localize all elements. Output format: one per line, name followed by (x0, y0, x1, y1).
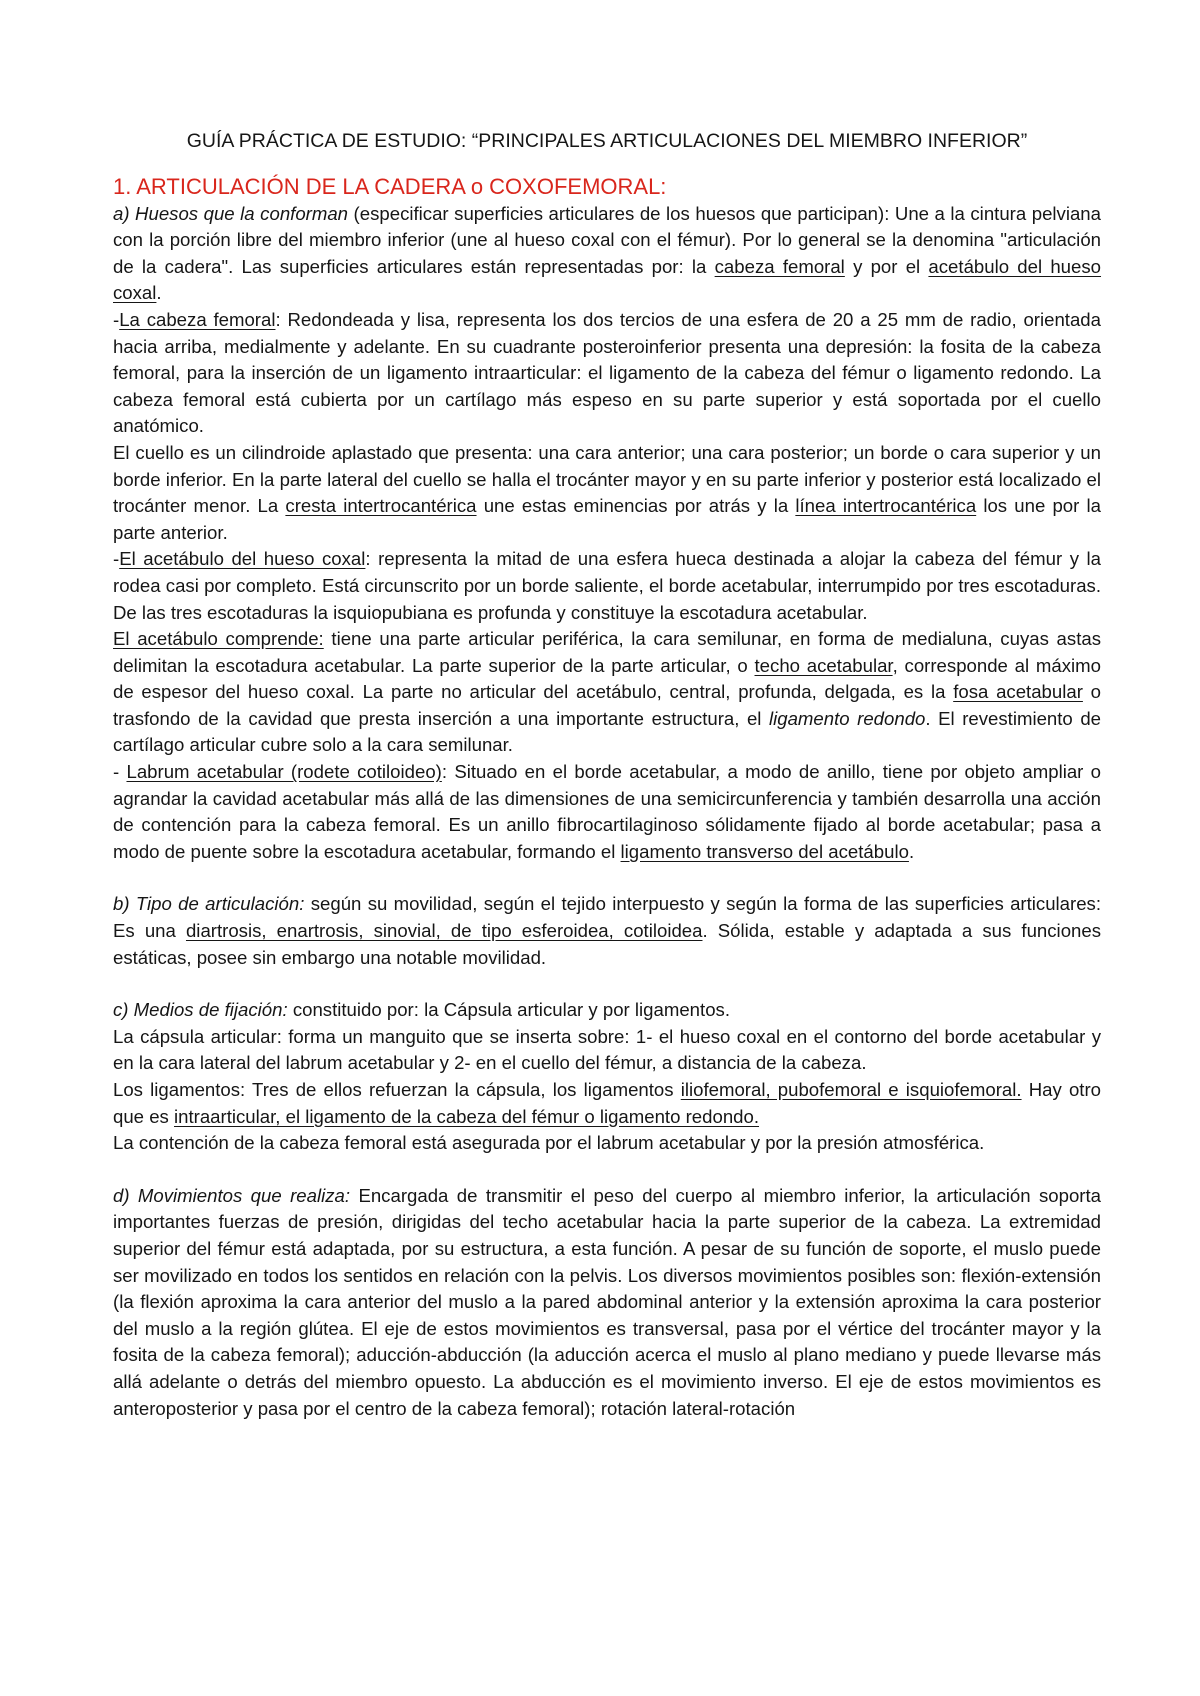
term-techo-acetabular: techo acetabular (754, 654, 893, 676)
term-acetabulo: acetábulo del hueso coxal (113, 255, 1102, 304)
document-title: GUÍA PRÁCTICA DE ESTUDIO: “PRINCIPALES ARTICULACIONES DEL MIEMBRO INFERIOR” (186, 130, 1028, 152)
spacer (113, 1157, 1101, 1183)
term-cresta-intertrocanterica: cresta intertrocantérica (285, 495, 477, 517)
paragraph-tipo-articulacion: b) Tipo de articulación: según su movilidad, según el tejido interpuesto y según la forma de las superficies articulares: Es una diartrosis, enartrosis, sinovial, de tipo esferoidea, cotiloidea. Sólida, estable y adaptada a sus funciones estáticas, posee sin embargo una notable movilidad. (113, 893, 1102, 968)
term-labrum-acetabular: Labrum acetabular (rodete cotiloideo) (126, 761, 442, 783)
paragraph-labrum: - Labrum acetabular (rodete cotiloideo): Situado en el borde acetabular, a modo de anillo, tiene por objeto ampliar o agrandar la cavidad acetabular más allá de las dimensiones de una semicircunferencia y también desarrolla una acción de contención para la cabeza femoral. Es un anillo fibrocartilaginoso sólidamente fijado al borde acetabular; pasa a modo de puente sobre la escotadura acetabular, formando el ligamento transverso del acetábulo. (113, 761, 1102, 862)
paragraph-huesos: a) Huesos que la conforman (especificar superficies articulares de los huesos que participan): Une a la cintura pelviana con la porción libre del miembro inferior (une al hueso coxal con el fémur). Por lo general se la denomina "articulación de la cadera". Las superficies articulares están representadas por: la cabeza femoral y por el acetábulo del hueso coxal. (113, 202, 1102, 304)
paragraph-ligamentos: Los ligamentos: Tres de ellos refuerzan la cápsula, los ligamentos iliofemoral, pubofemoral e isquiofemoral. Hay otro que es intraarticular, el ligamento de la cabeza del fémur o ligamento redondo. (113, 1079, 1101, 1127)
section-heading-cadera: 1. ARTICULACIÓN DE LA CADERA o COXOFEMORAL: (113, 173, 667, 199)
term-linea-intertrocanterica: línea intertrocantérica (795, 495, 977, 517)
subheading-d: d) Movimientos que realiza: (113, 1184, 351, 1206)
term-ligamentos-capsulares: iliofemoral, pubofemoral e isquiofemoral. (680, 1079, 1022, 1100)
term-acetabulo-comprende: El acetábulo comprende: (113, 628, 324, 650)
spacer (113, 971, 1101, 997)
paragraph-acetabulo: -El acetábulo del hueso coxal: representa la mitad de una esfera hueca destinada a alojar la cabeza del fémur y la rodea casi por completo. Está circunscrito por un borde saliente, el borde acetabular, interrumpido por tres escotaduras. De las tres escotaduras la isquiopubiana es profunda y constituye la escotadura acetabular. (113, 548, 1101, 623)
spacer (113, 865, 1101, 891)
subheading-a: a) Huesos que la conforman (113, 202, 349, 224)
term-el-acetabulo: El acetábulo del hueso coxal (119, 548, 366, 570)
subheading-b: b) Tipo de articulación: (113, 893, 305, 915)
subheading-c: c) Medios de fijación: (113, 999, 288, 1021)
term-ligamento-intraarticular: intraarticular, el ligamento de la cabeza del fémur o ligamento redondo. (174, 1105, 760, 1127)
paragraph-contencion: La contención de la cabeza femoral está asegurada por el labrum acetabular y por la presión atmosférica. (113, 1132, 985, 1154)
paragraph-acetabulo-comprende: El acetábulo comprende: tiene una parte articular periférica, la cara semilunar, en forma de medialuna, cuyas astas delimitan la escotadura acetabular. La parte superior de la parte articular, o techo acetabular, corresponde al máximo de espesor del hueso coxal. La parte no articular del acetábulo, central, profunda, delgada, es la fosa acetabular o trasfondo de la cavidad que presta inserción a una importante estructura, el ligamento redondo. El revestimiento de cartílago articular cubre solo a la cara semilunar. (113, 628, 1102, 756)
document-page (113, 128, 1101, 1422)
paragraph-capsula: La cápsula articular: forma un manguito que se inserta sobre: 1- el hueso coxal en el contorno del borde acetabular y en la cara lateral del labrum acetabular y 2- en el cuello del fémur, a distancia de la cabeza. (113, 1025, 1101, 1074)
term-cabeza-femoral: cabeza femoral (714, 255, 845, 277)
paragraph-movimientos: d) Movimientos que realiza: Encargada de transmitir el peso del cuerpo al miembro inferior, la articulación soporta importantes fuerzas de presión, dirigidas del techo acetabular hacia la parte superior de la cabeza. La extremidad superior del fémur está adaptada, por su estructura, a esta función. A pesar de su función de soporte, el muslo puede ser movilizado en todos los sentidos en relación con la pelvis. Los diversos movimientos posibles son: flexión-extensión (la flexión aproxima la cara anterior del muslo a la pared abdominal anterior y la extensión aproxima la cara posterior del muslo a la región glútea. El eje de estos movimientos es transversal, pasa por el vértice del trocánter mayor y la fosita de la cabeza femoral); aducción-abducción (la aducción acerca el muslo al plano mediano y puede llevarse más allá adelante o detrás del miembro opuesto. La abducción es el movimiento inverso. El eje de estos movimientos es anteroposterior y pasa por el centro de la cabeza femoral); rotación lateral-rotación (113, 1184, 1101, 1419)
term-diartrosis: diartrosis, enartrosis, sinovial, de tipo esferoidea, cotiloidea (185, 920, 703, 942)
paragraph-medios-fijacion: c) Medios de fijación: constituido por: la Cápsula articular y por ligamentos. (113, 999, 730, 1021)
term-ligamento-transverso: ligamento transverso del acetábulo (620, 840, 909, 862)
term-ligamento-redondo: ligamento redondo (768, 707, 926, 729)
paragraph-cuello: El cuello es un cilindroide aplastado que presenta: una cara anterior; una cara posterior; un borde o cara superior y un borde inferior. En la parte lateral del cuello se halla el trocánter mayor y en su parte inferior y posterior está localizado el trocánter menor. La cresta intertrocantérica une estas eminencias por atrás y la línea intertrocantérica los une por la parte anterior. (113, 441, 1101, 543)
paragraph-cabeza-femoral: -La cabeza femoral: Redondeada y lisa, representa los dos tercios de una esfera de 20 a 25 mm de radio, orientada hacia arriba, medialmente y adelante. En su cuadrante posteroinferior presenta una depresión: la fosita de la cabeza femoral, para la inserción de un ligamento intraarticular: el ligamento de la cabeza del fémur o ligamento redondo. La cabeza femoral está cubierta por un cartílago más espeso en su parte superior y está soportada por el cuello anatómico. (113, 308, 1101, 437)
term-fosa-acetabular: fosa acetabular (953, 681, 1083, 703)
term-la-cabeza-femoral: La cabeza femoral (119, 308, 276, 330)
